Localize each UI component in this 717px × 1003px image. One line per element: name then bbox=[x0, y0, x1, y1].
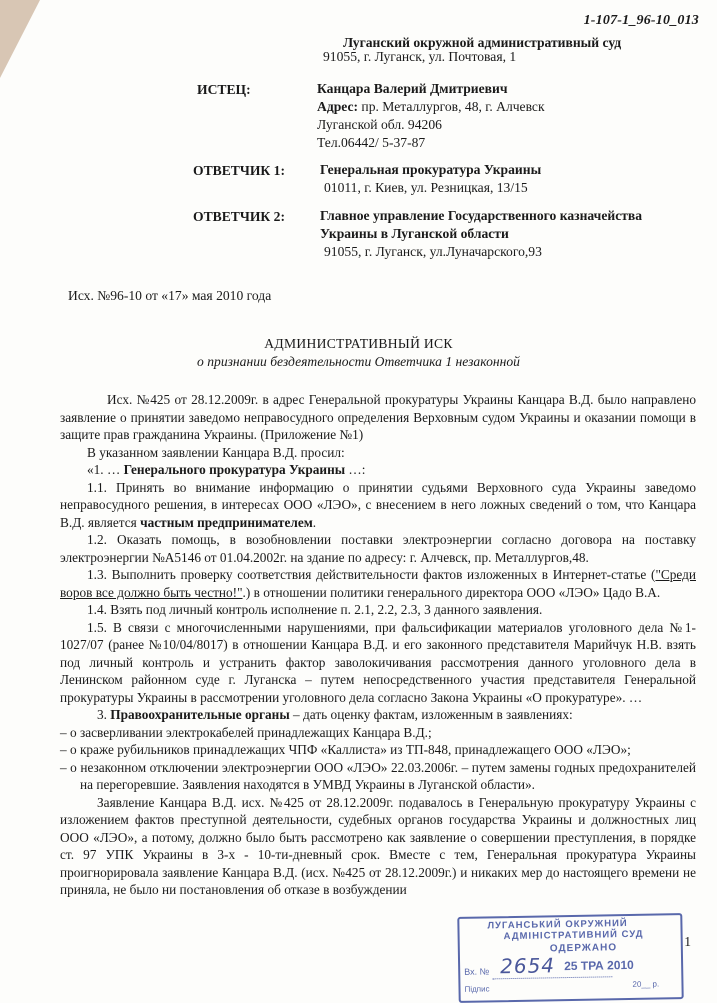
paragraph-1-3-text: 1.3. Выполнить проверку соответствия действительности фактов изложенных в Интернет-статье ( bbox=[87, 567, 656, 582]
received-stamp bbox=[457, 913, 683, 1003]
paragraph-3-law-text: – дать оценку фактам, изложенным в заявлениях: bbox=[289, 707, 573, 722]
paragraph-1-3 bbox=[60, 566, 696, 601]
paragraph-3-law bbox=[60, 706, 696, 724]
paragraph-2: В указанном заявлении Канцара В.Д. просил: bbox=[87, 444, 345, 460]
plaintiff-address bbox=[317, 98, 545, 116]
paragraph-final: Заявление Канцара В.Д. исх. №425 от 28.12.2009г. подавалось в Генеральную прокуратуру Украины с изложением фактов преступной деятельности, судебных органов государства Украины и должностных лиц ООО «ЛЭО», а потому, должно было быть рассмотрено как заявление о совершении преступления, в порядке ст. 97 УПК Украины в 3-х - 10-ти-дневный срок. Вместе с тем, Генеральная прокуратура Украины проигнорировала заявление Канцара В.Д. (исх. №425 от 28.12.2009г.) и никаких мер до настоящего времени не приняла, не было ни постановления об отказе в возбуждении bbox=[60, 794, 696, 897]
defendant1-label: ОТВЕТЧИК 1: bbox=[193, 163, 285, 178]
stamp-line-2: АДМІНІСТРАТИВНИЙ СУД bbox=[503, 928, 644, 943]
stamp-line-1: ЛУГАНСЬКИЙ ОКРУЖНИЙ bbox=[487, 917, 628, 932]
paragraph-1-1-end: . bbox=[312, 514, 317, 530]
paragraph-3-post: …: bbox=[345, 462, 366, 477]
defendant2-name-line-1: Главное управление Государственного казначейства bbox=[320, 208, 643, 223]
defendant1-address: 01011, г. Киев, ул. Резницкая, 13/15 bbox=[324, 180, 528, 195]
paragraph-1-3-end: .) в отношении политики генерального директора ООО «ЛЭО» Цадо В.А. bbox=[242, 584, 661, 600]
address-line-1: пр. Металлургов, 48, г. Алчевск bbox=[358, 99, 545, 114]
paragraph-1-2: 1.2. Оказать помощь, в возобновлении поставки электроэнергии согласно договора на поставку электроэнергии №А5146 от 01.04.2002г. на здание по адресу: г. Алчевск, пр. Металлургов,48. bbox=[60, 532, 696, 565]
paragraph-1-1 bbox=[60, 479, 696, 532]
defendant2-address: 91055, г. Луганск, ул.Луначарского,93 bbox=[324, 244, 542, 259]
paragraph-3-pre: «1. … bbox=[87, 462, 124, 477]
defendant2-label: ОТВЕТЧИК 2: bbox=[193, 209, 285, 224]
defendant2-block bbox=[320, 207, 642, 261]
paragraph-3 bbox=[60, 461, 696, 479]
list-item-1: – о засверливании электрокабелей принадлежащих Канцара В.Д.; bbox=[60, 724, 432, 740]
defendant1-block bbox=[320, 161, 541, 197]
paragraph-3-law-bold: Правоохранительные органы bbox=[110, 707, 290, 722]
document-subtitle: о признании бездеятельности Ответчика 1 незаконной bbox=[197, 354, 520, 369]
outgoing-number: Исх. №96-10 от «17» мая 2010 года bbox=[68, 288, 272, 303]
paper-corner-shadow bbox=[0, 0, 40, 78]
stamp-line-3: ОДЕРЖАНО bbox=[549, 942, 618, 955]
document-id: 1-107-1_96-10_013 bbox=[583, 13, 699, 28]
plaintiff-block bbox=[317, 80, 545, 152]
paragraph-1-4: 1.4. Взять под личный контроль исполнение п. 2.1, 2.2, 2.3, 3 данного заявления. bbox=[87, 602, 543, 617]
paragraph-3-bold: Генерального прокуратура Украины bbox=[123, 462, 346, 477]
defendant1-name: Генеральная прокуратура Украины bbox=[320, 162, 542, 177]
plaintiff-phone: Тел.06442/ 5-37-87 bbox=[317, 135, 426, 150]
address-label: Адрес: bbox=[317, 99, 359, 114]
paragraph-1: Исх. №425 от 28.12.2009г. в адрес Генеральной прокуратуры Украины Канцара В.Д. было направлено заявление о принятии заведомо неправосудного определения Верховным судом Украины и оказании помощи в защите прав гражданина Украины. (Приложение №1) bbox=[60, 392, 696, 442]
court-name: Луганский окружной административный суд bbox=[343, 35, 622, 50]
paragraph-3-number: 3. bbox=[97, 707, 111, 722]
page-number: 1 bbox=[684, 934, 691, 949]
document-body bbox=[60, 391, 696, 899]
stamp-year: 20__ р. bbox=[632, 979, 660, 989]
court-address: 91055, г. Луганск, ул. Почтовая, 1 bbox=[323, 49, 517, 64]
paragraph-1-5: 1.5. В связи с многочисленными нарушениями, при фальсификации материалов уголовного дела №1-1027/07 (ранее №10/04/8017) в отношении Канцара В.Д. и его законного представителя Марийчук Н.В. взять под личный контроль и устранить фактор заволокичивания рассмотрения данного уголовного дела в Ленинском районном суде г. Луганска – путем непосредственного участия представителя Генеральной прокуратуры Украины в рассмотрении уголовного дела согласно Закона Украины «О прокуратуре». … bbox=[60, 619, 696, 705]
list-item-2: – о краже рубильников принадлежащих ЧПФ «Каллиста» из ТП-848, принадлежащего ООО «ЛЭО»; bbox=[60, 742, 631, 757]
plaintiff-name: Канцара Валерий Дмитриевич bbox=[317, 81, 508, 96]
stamp-handwritten-number: 2654 bbox=[499, 953, 556, 979]
article-link[interactable]: "Среди воров все должно быть честно!" bbox=[60, 567, 696, 600]
stamp-sign-label: Підпис bbox=[464, 984, 490, 994]
stamp-in-label: Вх. № bbox=[464, 966, 490, 977]
defendant2-name-line-2: Украины в Луганской области bbox=[320, 226, 509, 241]
plaintiff-label: ИСТЕЦ: bbox=[197, 82, 251, 97]
address-line-2: Луганской обл. 94206 bbox=[317, 117, 442, 132]
list-item-3: – о незаконном отключении электроэнергии ООО «ЛЭО» 22.03.2006г. – путем замены годных предохранителей на перегоревшие. Заявления находятся в УМВД Украины в Луганской области». bbox=[60, 759, 696, 792]
paragraph-1-1-bold: частным предпринимателем bbox=[140, 514, 313, 530]
document-title: АДМИНИСТРАТИВНЫЙ ИСК bbox=[264, 336, 453, 351]
paragraph-1-1-text: 1.1. Принять во внимание информацию о принятии судьями Верховного суда Украины заведомо неправосудного решения, в интересах ООО «ЛЭО», с внесением в него ложных сведений о том, что Канцара В.Д. является bbox=[60, 479, 696, 530]
stamp-date: 25 ТРА 2010 bbox=[564, 957, 634, 974]
